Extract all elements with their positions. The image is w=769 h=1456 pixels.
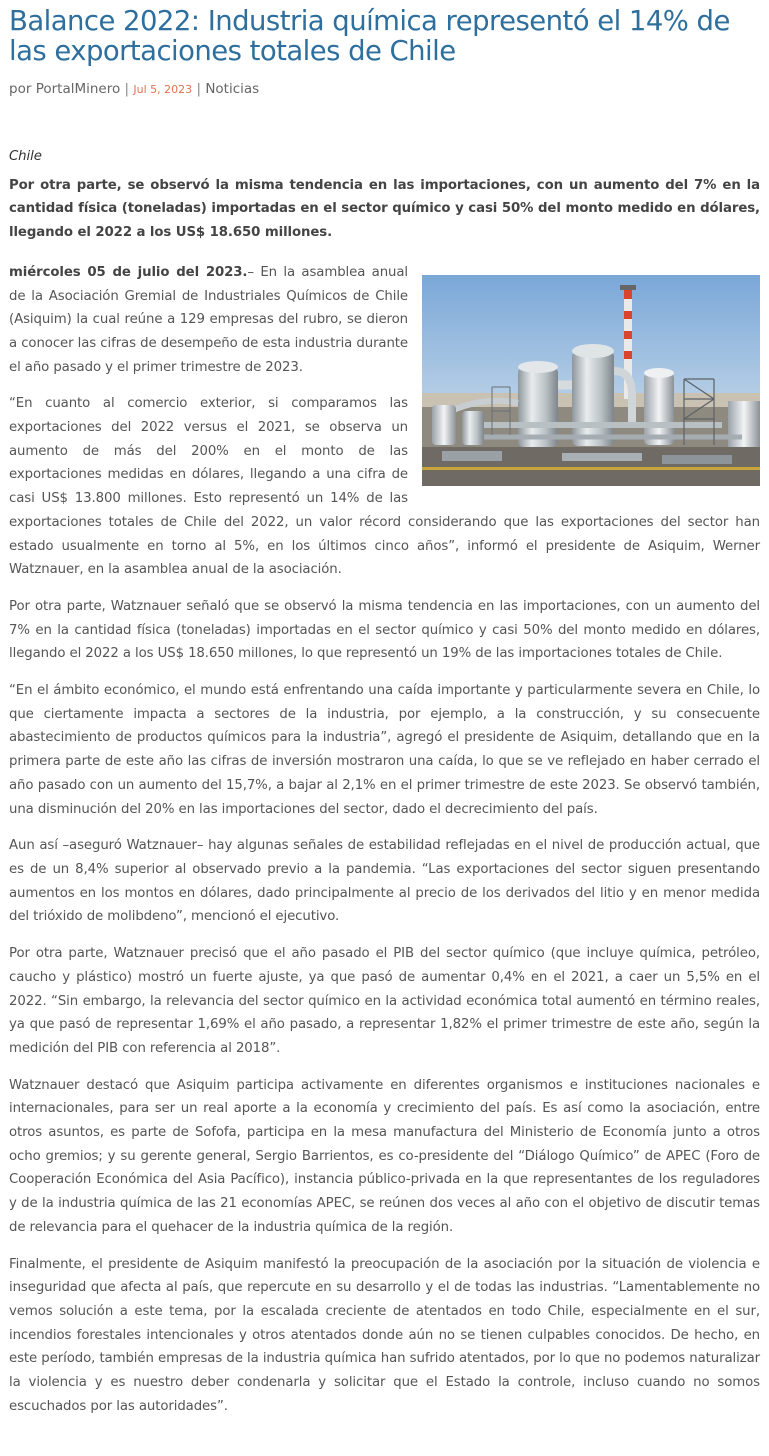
meta-separator-1: | (124, 81, 130, 97)
paragraph-8: Finalmente, el presidente de Asiquim manifestó la preocupación de la asociación por la situación de violencia e inseguridad que afecta al país, que repercute en su desarrollo y el de todas las industrias. “Lamentablemente no vemos solución a este tema, por la escalada creciente de atentados en todo Chile, especialmente en el sur, incendios forestales intencionales y otros atentados donde aún no se tienen culpables conocidos. De hecho, en este período, también empresas de la industria química han sufrido atentados, por lo que no podemos naturalizar la violencia y es nuestro deber condenarla y solicitar que el Estado la controle, incluso cuando no somos escuchados por las autoridades”. (9, 1256, 760, 1414)
paragraph-5: Aun así –aseguró Watznauer– hay algunas señales de estabilidad reflejadas en el nivel de producción actual, que es de un 8,4% superior al observado previo a la pandemia. “Las exportaciones del sector siguen presentando aumentos en los montos en dólares, dado principalmente al precio de los derivados del litio y en menor medida del trióxido de molibdeno”, mencionó el ejecutivo. (9, 838, 760, 925)
author-link[interactable]: PortalMinero (35, 81, 121, 97)
article-title: Balance 2022: Industria química representó el 14% de las exportaciones totales de Chile (9, 5, 730, 67)
paragraph-1 (9, 261, 760, 380)
paragraph-4: “En el ámbito económico, el mundo está enfrentando una caída importante y particularmente severa en Chile, lo que ciertamente impacta a sectores de la industria, por ejemplo, a la construcción, y su consecuente abastecimiento de productos químicos para la industria”, agregó el presidente de Asiquim, detallando que en la primera parte de este año las cifras de inversión mostraron una caída, lo que se ve reflejado en haber cerrado el año pasado con un aumento del 15,7%, a bajar al 2,1% en el primer trimestre de este 2023. Se observó también, una disminución del 20% en las importaciones del sector, dado el decrecimiento del país. (9, 683, 760, 817)
category-link[interactable]: Noticias (205, 81, 260, 97)
paragraph-1-text: – En la asamblea anual de la Asociación Gremial de Industriales Químicos de Chile (Asiquim) la cual reúne a 129 empresas del rubro, se dieron a conocer las cifras de desempeño de esta industria durante el año pasado y el primer trimestre de 2023. (9, 264, 409, 375)
chemical-plant-photo (422, 275, 760, 486)
paragraph-2: “En cuanto al comercio exterior, si comparamos las exportaciones del 2022 versus el 2021, se observa un aumento de más del 200% en el monto de las exportaciones medidas en dólares, llegando a una cifra de casi US$ 13.800 millones. Esto representó un 14% de las exportaciones totales de Chile del 2022, un valor récord considerando que las exportaciones del sector han estado usualmente en torno al 5%, en los últimos cinco años”, informó el presidente de Asiquim, Werner Watznauer, en la asamblea anual de la asociación. (9, 396, 760, 578)
lead-paragraph: Por otra parte, se observó la misma tendencia en las importaciones, con un aumento del 7% en la cantidad física (toneladas) importadas en el sector químico y casi 50% del monto medido en dólares, llegando el 2022 a los US$ 18.650 millones. (9, 177, 760, 241)
article-meta (9, 80, 760, 99)
meta-separator-2: | (196, 81, 202, 97)
paragraph-7: Watznauer destacó que Asiquim participa activamente en diferentes organismos e instituciones nacionales e internacionales, para ser un real aporte a la economía y crecimiento del país. Es así como la asociación, entre otros asuntos, es parte de Sofofa, participa en la mesa manufactura del Ministerio de Economía junto a otros ocho gremios; y su gerente general, Sergio Barrientos, es co-presidente del “Diálogo Químico” de APEC (Foro de Cooperación Económica del Asia Pacífico), instancia público-privada en la que representantes de los reguladores y de la industria química de las 21 economías APEC, se reúnen dos veces al año con el objetivo de discutir temas de relevancia para el quehacer de la industria química de la región. (9, 1077, 760, 1235)
publish-date: Jul 5, 2023 (133, 83, 193, 96)
lead-city: Chile (9, 149, 42, 164)
paragraph-1-date: miércoles 05 de julio del 2023. (9, 264, 248, 280)
paragraph-6: Por otra parte, Watznauer precisó que el año pasado el PIB del sector químico (que incluye química, petróleo, caucho y plástico) mostró un fuerte ajuste, ya que pasó de aumentar 0,4% en el 2021, a caer un 5,5% en el 2022. “Sin embargo, la relevancia del sector químico en la actividad económica total aumentó en término reales, ya que pasó de representar 1,69% el año pasado, a representar 1,82% el primer trimestre de este año, según la medición del PIB con referencia al 2018”. (9, 946, 760, 1056)
paragraph-3: Por otra parte, Watznauer señaló que se observó la misma tendencia en las importaciones, con un aumento del 7% en la cantidad física (toneladas) importadas en el sector químico y casi 50% del monto medido en dólares, llegando el 2022 a los US$ 18.650 millones, lo que representó un 19% de las importaciones totales de Chile. (9, 598, 760, 662)
meta-by: por (9, 81, 32, 97)
article-body (9, 145, 760, 1418)
